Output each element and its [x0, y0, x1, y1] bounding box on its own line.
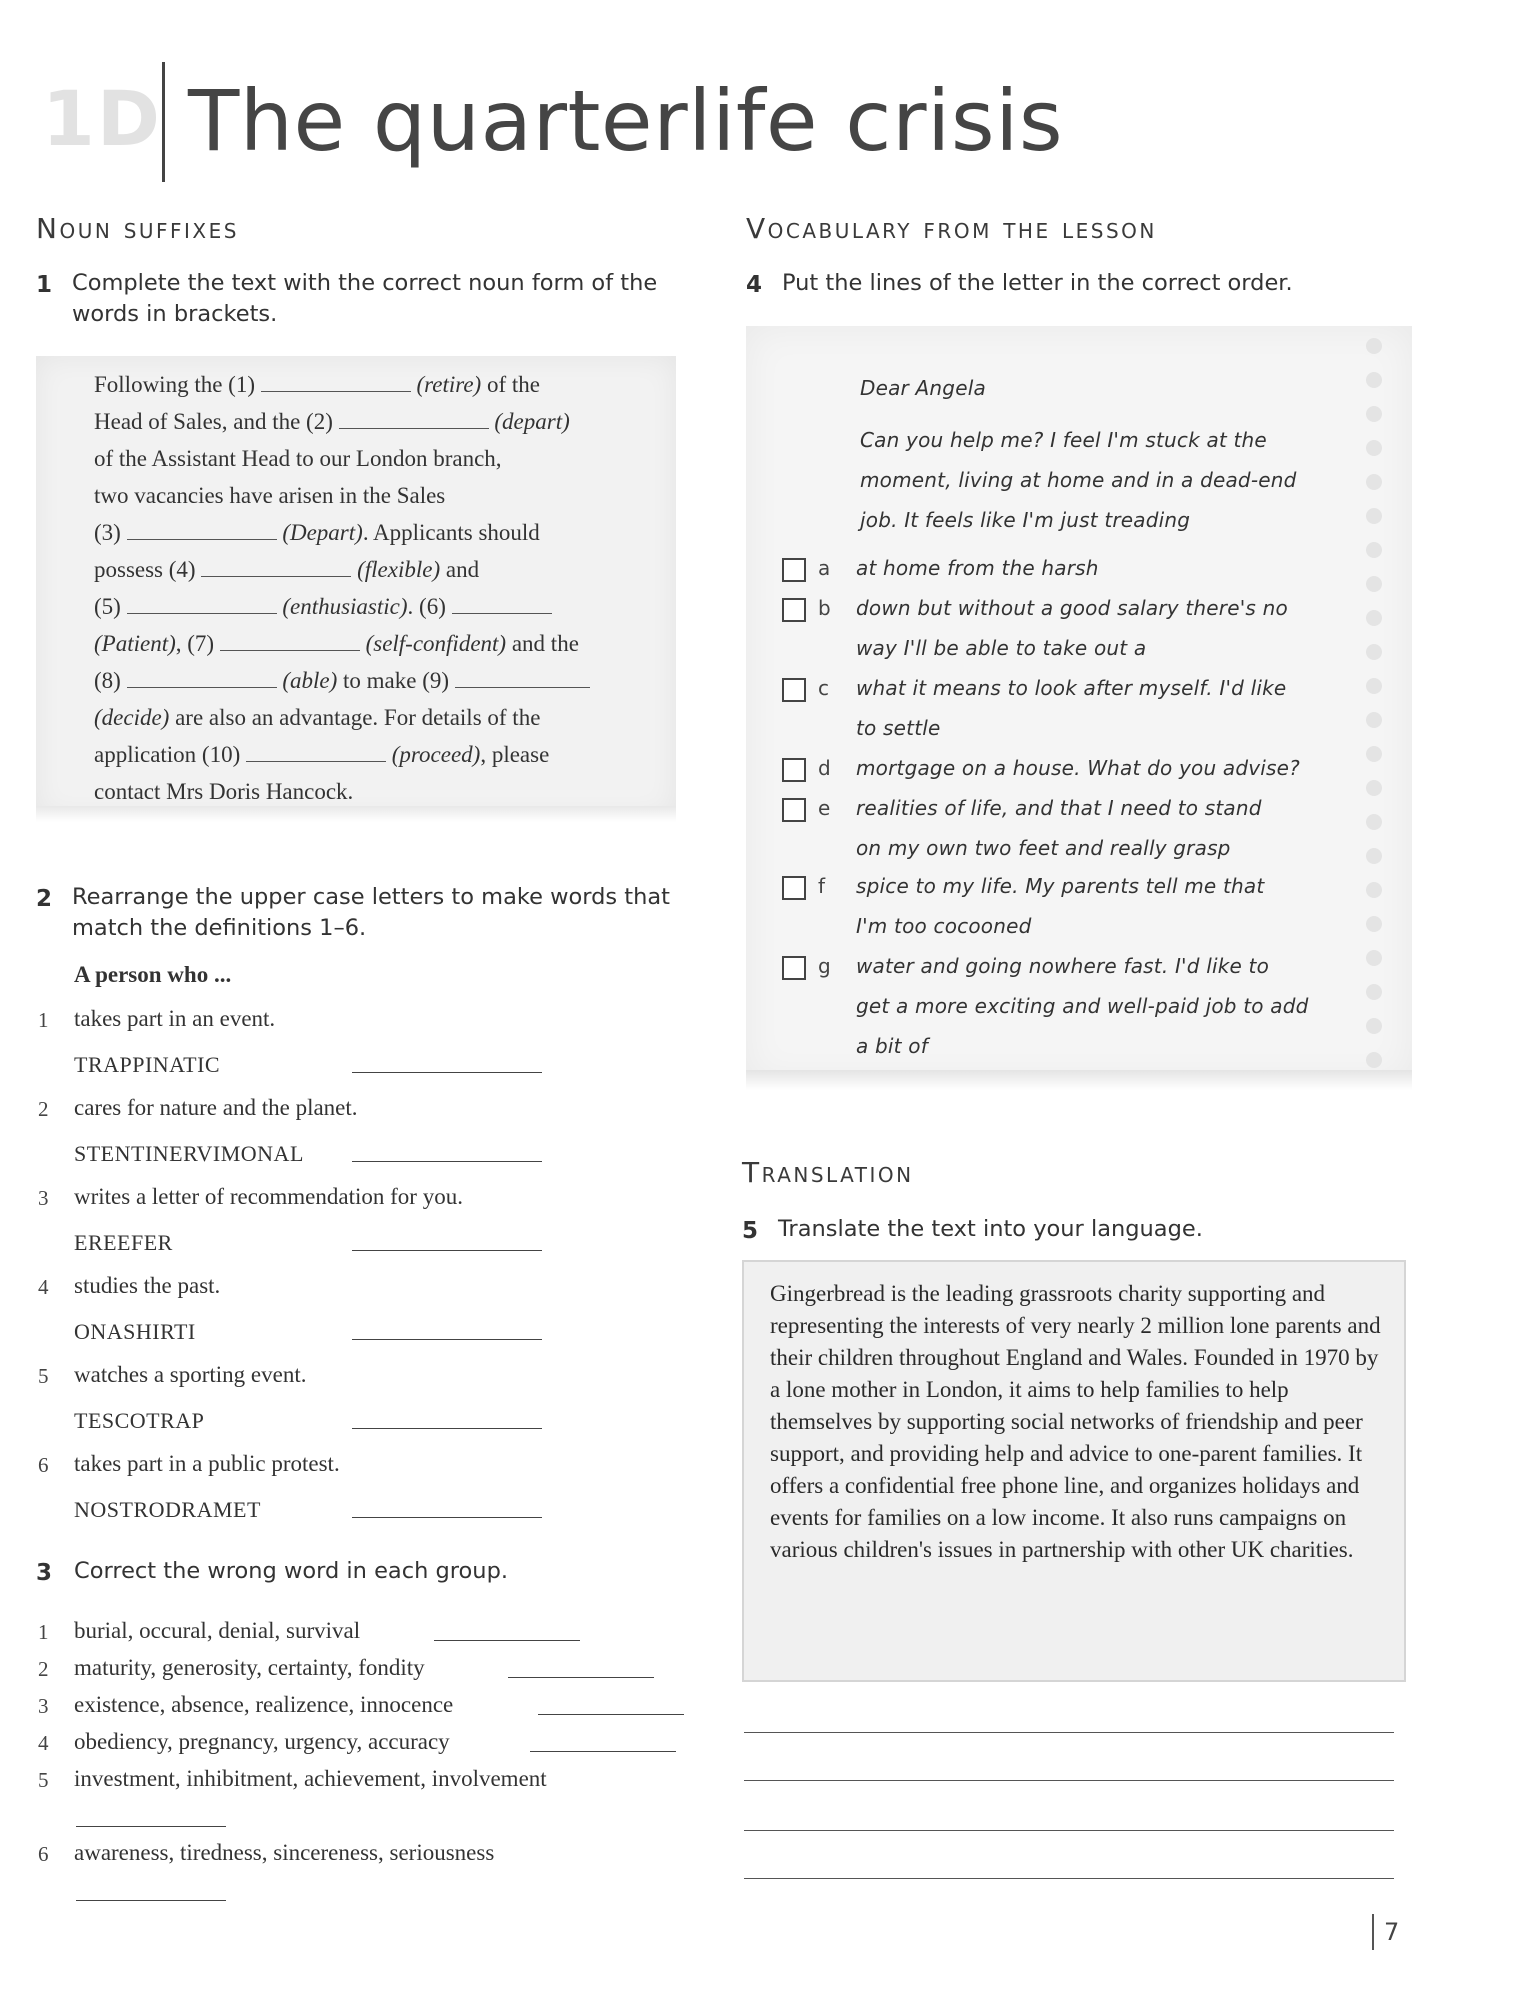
anagram: NOSTRODRAMET	[74, 1497, 261, 1522]
instruction-line: Rearrange the upper case letters to make words that	[72, 884, 670, 910]
exercise-instruction: Correct the wrong word in each group.	[74, 1558, 509, 1584]
binder-hole	[1366, 1018, 1382, 1034]
binder-hole	[1366, 678, 1382, 694]
order-checkbox[interactable]	[782, 798, 806, 822]
exercise-number: 4	[746, 272, 763, 298]
letter-line: get a more exciting and well-paid job to add	[856, 994, 1309, 1018]
letter-line: I'm too cocooned	[856, 914, 1032, 938]
anagram: TRAPPINATIC	[74, 1052, 221, 1077]
page-number: 7	[1384, 1918, 1400, 1946]
anagram: STENTINERVIMONAL	[74, 1141, 304, 1166]
gap-fill-text	[94, 366, 654, 810]
definition: writes a letter of recommendation for you.	[74, 1184, 463, 1209]
word-group: investment, inhibitment, achievement, involvement	[74, 1766, 547, 1791]
answer-line[interactable]	[352, 1428, 542, 1429]
text-line: (decide) are also an advantage. For details of the	[94, 705, 541, 730]
definition: watches a sporting event.	[74, 1362, 307, 1387]
answer-blank[interactable]	[127, 521, 277, 540]
text-line: application (10) (proceed), please	[94, 742, 550, 767]
answer-line[interactable]	[538, 1714, 684, 1715]
letter-intro-line: Can you help me? I feel I'm stuck at the	[860, 428, 1267, 452]
letter-line: realities of life, and that I need to stand	[856, 796, 1262, 820]
item-number: 4	[38, 1731, 49, 1755]
binder-hole	[1366, 882, 1382, 898]
definition: studies the past.	[74, 1273, 221, 1298]
binder-hole	[1366, 372, 1382, 388]
writing-line[interactable]	[744, 1780, 1394, 1781]
answer-line[interactable]	[352, 1161, 542, 1162]
binder-hole	[1366, 440, 1382, 456]
answer-blank[interactable]	[339, 410, 489, 429]
page-number-divider	[1372, 1914, 1374, 1950]
anagram: ONASHIRTI	[74, 1319, 196, 1344]
exercise-instruction: Put the lines of the letter in the correct order.	[782, 270, 1293, 296]
letter-line: on my own two feet and really grasp	[856, 836, 1231, 860]
item-number: 6	[38, 1453, 49, 1477]
word-group: existence, absence, realizence, innocence	[74, 1692, 454, 1717]
text-line: of the Assistant Head to our London branch,	[94, 446, 502, 471]
title-divider	[162, 62, 165, 182]
exercise-number: 1	[36, 272, 53, 298]
item-number: 6	[38, 1842, 49, 1866]
letter-line: water and going nowhere fast. I'd like to	[856, 954, 1270, 978]
exercise-instruction	[72, 882, 692, 944]
binder-hole	[1366, 474, 1382, 490]
letter-intro-line: job. It feels like I'm just treading	[860, 508, 1191, 532]
answer-blank[interactable]	[455, 669, 590, 688]
text-line: (8) (able) to make (9)	[94, 662, 654, 699]
binder-hole	[1366, 576, 1382, 592]
binder-hole	[1366, 1052, 1382, 1068]
item-number: 3	[38, 1694, 49, 1718]
binder-hole	[1366, 712, 1382, 728]
binder-hole	[1366, 984, 1382, 1000]
section-heading-noun-suffixes: Noun suffixes	[36, 212, 239, 245]
exercise-number: 3	[36, 1560, 53, 1586]
order-checkbox[interactable]	[782, 758, 806, 782]
binder-hole	[1366, 508, 1382, 524]
answer-blank[interactable]	[452, 595, 552, 614]
translation-source-text: Gingerbread is the leading grassroots charity supporting and representing the interests of very nearly 2 million lone parents and their children throughout England and Wales. Founded in 1970 by a lone mother in London, it aims to help families to help themselves by supporting social networks of friendship and peer support, and providing help and advice to one-parent families. It offers a confidential free phone line, and organizes holidays and events for families on a low income. It also runs campaigns on various children's issues in partnership with other UK charities.	[770, 1281, 1381, 1562]
item-number: 3	[38, 1186, 49, 1210]
answer-line[interactable]	[508, 1677, 654, 1678]
definition: takes part in an event.	[74, 1006, 276, 1031]
answer-blank[interactable]	[127, 595, 277, 614]
item-number: 5	[38, 1364, 49, 1388]
exercise-number: 2	[36, 886, 53, 912]
item-number: 1	[38, 1620, 49, 1644]
writing-line[interactable]	[744, 1732, 1394, 1733]
item-number: 2	[38, 1657, 49, 1681]
option-letter: f	[818, 874, 826, 898]
answer-line[interactable]	[434, 1640, 580, 1641]
answer-line[interactable]	[352, 1339, 542, 1340]
text-line: (5) (enthusiastic). (6)	[94, 588, 654, 625]
section-heading-translation: Translation	[742, 1156, 914, 1189]
text-line: contact Mrs Doris Hancock.	[94, 779, 354, 804]
option-letter: c	[818, 676, 829, 700]
letter-greeting: Dear Angela	[860, 376, 986, 400]
answer-line[interactable]	[352, 1250, 542, 1251]
binder-hole	[1366, 644, 1382, 660]
letter-line: spice to my life. My parents tell me that	[856, 874, 1265, 898]
order-checkbox[interactable]	[782, 876, 806, 900]
letter-line: to settle	[856, 716, 941, 740]
definition-lead: A person who ...	[74, 962, 232, 987]
definition: cares for nature and the planet.	[74, 1095, 358, 1120]
item-number: 4	[38, 1275, 49, 1299]
torn-edge	[746, 1070, 1412, 1090]
option-letter: g	[818, 954, 831, 978]
answer-line[interactable]	[352, 1517, 542, 1518]
exercise-instruction: Translate the text into your language.	[778, 1216, 1203, 1242]
answer-line[interactable]	[76, 1900, 226, 1901]
section-heading-vocabulary: Vocabulary from the lesson	[746, 212, 1157, 245]
option-letter: d	[818, 756, 831, 780]
option-letter: a	[818, 556, 831, 580]
binder-hole	[1366, 814, 1382, 830]
word-group: burial, occural, denial, survival	[74, 1618, 361, 1643]
binder-hole	[1366, 542, 1382, 558]
text-line: two vacancies have arisen in the Sales	[94, 483, 446, 508]
writing-line[interactable]	[744, 1878, 1394, 1879]
page-title: The quarterlife crisis	[188, 72, 1064, 170]
binder-hole	[1366, 780, 1382, 796]
letter-line: mortgage on a house. What do you advise?	[856, 756, 1300, 780]
answer-line[interactable]	[352, 1072, 542, 1073]
letter-line: what it means to look after myself. I'd like	[856, 676, 1287, 700]
text-line: Following the (1) (retire) of the	[94, 372, 540, 397]
unit-code: 1D	[42, 74, 162, 163]
item-number: 2	[38, 1097, 49, 1121]
order-checkbox[interactable]	[782, 558, 806, 582]
option-letter: b	[818, 596, 831, 620]
binder-hole	[1366, 338, 1382, 354]
exercise-number: 5	[742, 1218, 759, 1244]
letter-line: way I'll be able to take out a	[856, 636, 1147, 660]
answer-blank[interactable]	[246, 743, 386, 762]
letter-intro-line: moment, living at home and in a dead-end	[860, 468, 1297, 492]
definition: takes part in a public protest.	[74, 1451, 340, 1476]
item-number: 5	[38, 1768, 49, 1792]
text-line: Head of Sales, and the (2) (depart)	[94, 409, 570, 434]
answer-blank[interactable]	[220, 632, 360, 651]
text-line: (Patient), (7) (self-confident) and the	[94, 631, 579, 656]
binder-hole	[1366, 406, 1382, 422]
letter-line: down but without a good salary there's no	[856, 596, 1288, 620]
instruction-line: Complete the text with the correct noun form of the	[72, 270, 658, 296]
answer-blank[interactable]	[261, 373, 411, 392]
binder-hole	[1366, 950, 1382, 966]
word-group: awareness, tiredness, sincereness, seriousness	[74, 1840, 495, 1865]
word-group: maturity, generosity, certainty, fondity	[74, 1655, 425, 1680]
binder-hole	[1366, 916, 1382, 932]
answer-blank[interactable]	[127, 669, 277, 688]
order-checkbox[interactable]	[782, 956, 806, 980]
order-checkbox[interactable]	[782, 678, 806, 702]
writing-line[interactable]	[744, 1830, 1394, 1831]
answer-line[interactable]	[76, 1826, 226, 1827]
binder-hole	[1366, 610, 1382, 626]
letter-line: at home from the harsh	[856, 556, 1099, 580]
option-letter: e	[818, 796, 831, 820]
text-line: possess (4) (flexible) and	[94, 557, 480, 582]
instruction-line: words in brackets.	[72, 301, 278, 327]
answer-line[interactable]	[530, 1751, 676, 1752]
exercise-instruction	[72, 268, 692, 330]
anagram: EREEFER	[74, 1230, 173, 1255]
text-line: (3) (Depart). Applicants should	[94, 520, 540, 545]
answer-blank[interactable]	[201, 558, 351, 577]
order-checkbox[interactable]	[782, 598, 806, 622]
word-group: obediency, pregnancy, urgency, accuracy	[74, 1729, 450, 1754]
binder-hole	[1366, 746, 1382, 762]
anagram: TESCOTRAP	[74, 1408, 205, 1433]
instruction-line: match the definitions 1–6.	[72, 915, 367, 941]
letter-line: a bit of	[856, 1034, 928, 1058]
item-number: 1	[38, 1008, 49, 1032]
binder-hole	[1366, 848, 1382, 864]
